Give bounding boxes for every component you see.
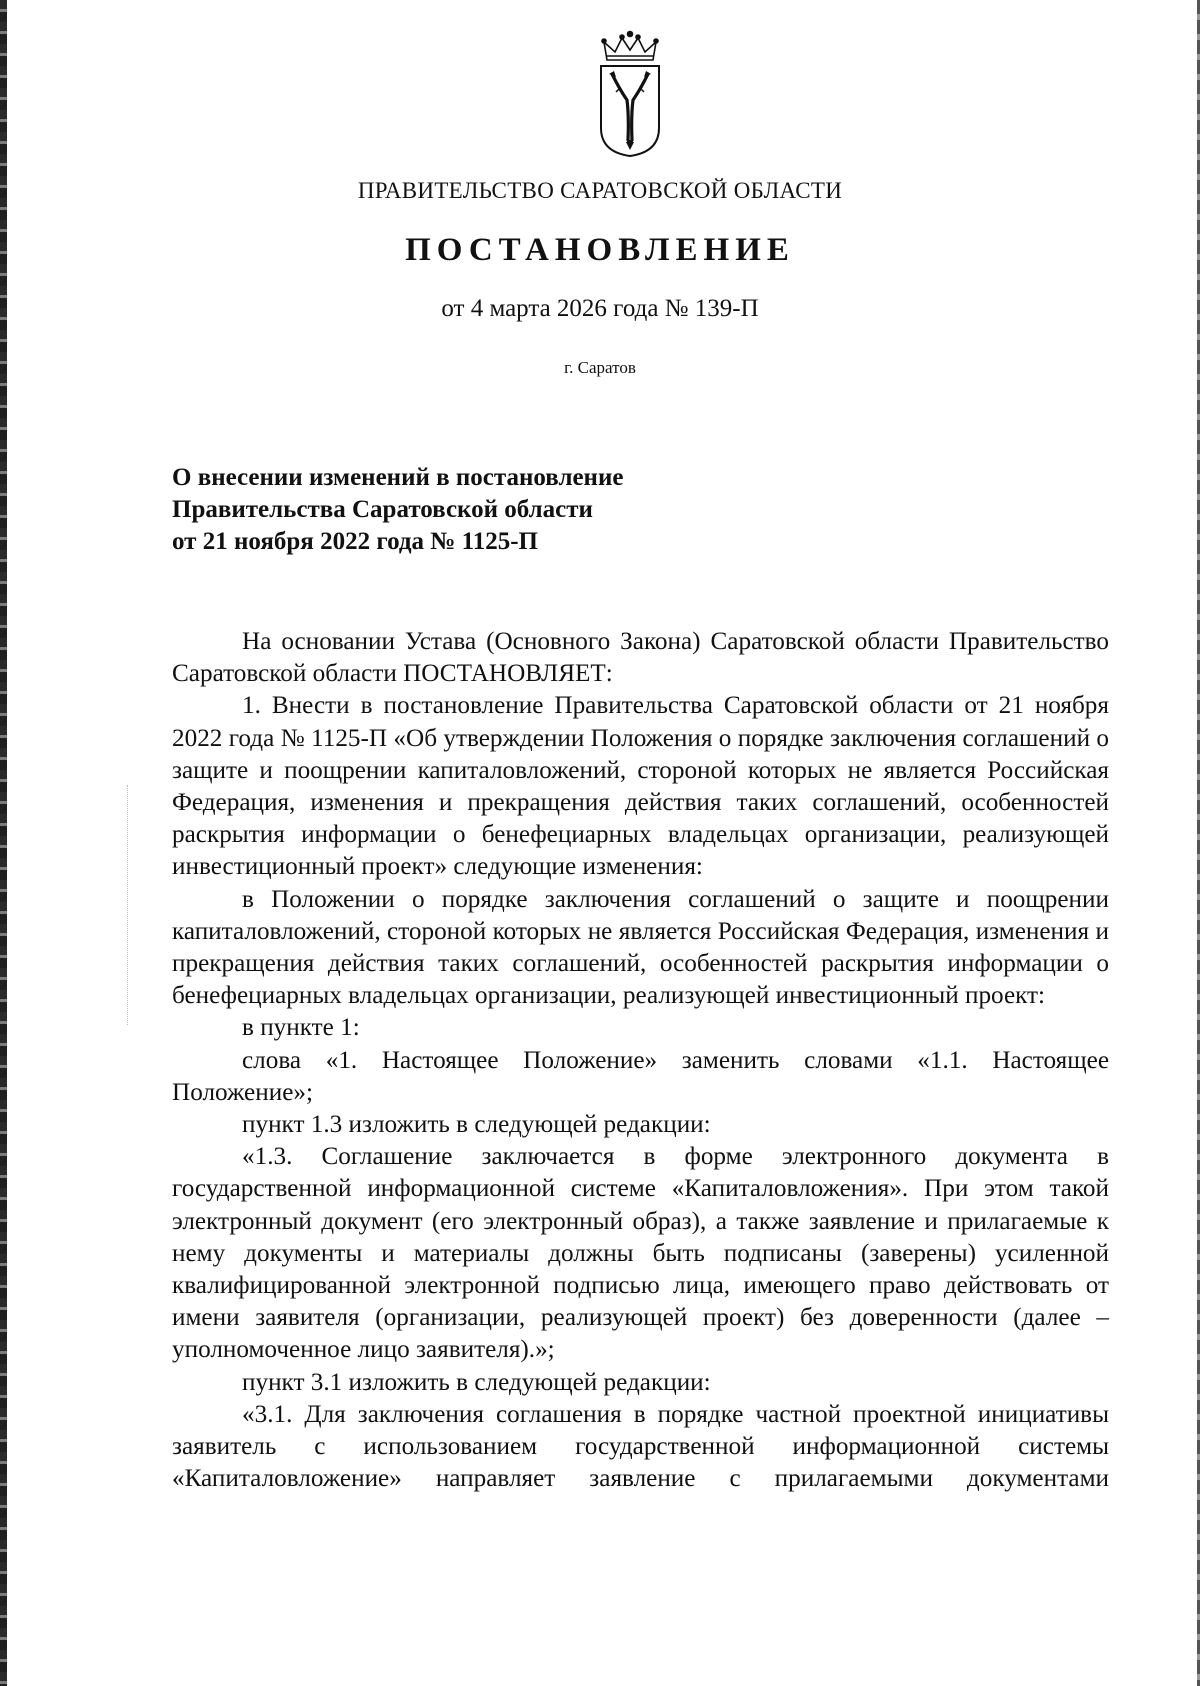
coat-of-arms-icon bbox=[590, 30, 670, 158]
document-subject bbox=[172, 462, 772, 558]
body-paragraph: «3.1. Для заключения соглашения в порядке частной проектной инициативы заявитель с использованием государственной информационной системы «Капиталовложение» направляет заявление с прилагаемыми документами bbox=[172, 1400, 1109, 1493]
document-body bbox=[172, 626, 1109, 1495]
subject-line: от 21 ноября 2022 года № 1125-П bbox=[172, 528, 539, 555]
body-paragraph: «1.3. Соглашение заключается в форме электронного документа в государственной информационной системе «Капиталовложения». При этом такой электронный документ (его электронный образ), а также заявление и прилагаемые к нему документы и материалы должны быть подписаны (заверены) усиленной квалифицированной электронной подписью лица, имеющего право действовать от имени заявителя (организации, реализующей проект) без доверенности (далее – уполномоченное лицо заявителя).»; bbox=[172, 1143, 1109, 1364]
subject-line: Правительства Саратовской области bbox=[172, 496, 593, 523]
organization-name: ПРАВИТЕЛЬСТВО САРАТОВСКОЙ ОБЛАСТИ bbox=[357, 178, 843, 203]
body-paragraph: пункт 1.3 изложить в следующей редакции: bbox=[242, 1111, 711, 1139]
body-paragraph: 1. Внести в постановление Правительства Саратовской области от 21 ноября 2022 года № 1125-П «Об утверждении Положения о порядке заключения соглашений о защите и поощрении капиталовложений, стороной которых не является Российская Федерация, изменения и прекращения действия таких соглашений, особенностей раскрытия информации о бенефециарных владельцах организации, реализующей инвестиционный проект» следующие изменения: bbox=[172, 692, 1109, 881]
body-paragraph: в пункте 1: bbox=[242, 1014, 360, 1042]
document-date-number: от 4 марта 2026 года № 139-П bbox=[441, 295, 759, 322]
document-type-title: ПОСТАНОВЛЕНИЕ bbox=[405, 232, 795, 268]
subject-line: О внесении изменений в постановление bbox=[172, 464, 624, 491]
body-paragraph: пункт 3.1 изложить в следующей редакции: bbox=[242, 1368, 711, 1396]
body-paragraph: в Положении о порядке заключения соглашений о защите и поощрении капиталовложений, стороной которых не является Российская Федерация, изменения и прекращения действия таких соглашений, особенностей раскрытия информации о бенефециарных владельцах организации, реализующей инвестиционный проект: bbox=[172, 885, 1109, 1010]
margin-mark bbox=[127, 785, 130, 1025]
body-paragraph: На основании Устава (Основного Закона) Саратовской области Правительство Саратовской области ПОСТАНОВЛЯЕТ: bbox=[172, 628, 1109, 688]
body-paragraph: слова «1. Настоящее Положение» заменить словами «1.1. Настоящее Положение»; bbox=[172, 1046, 1109, 1106]
document-city: г. Саратов bbox=[564, 358, 636, 377]
